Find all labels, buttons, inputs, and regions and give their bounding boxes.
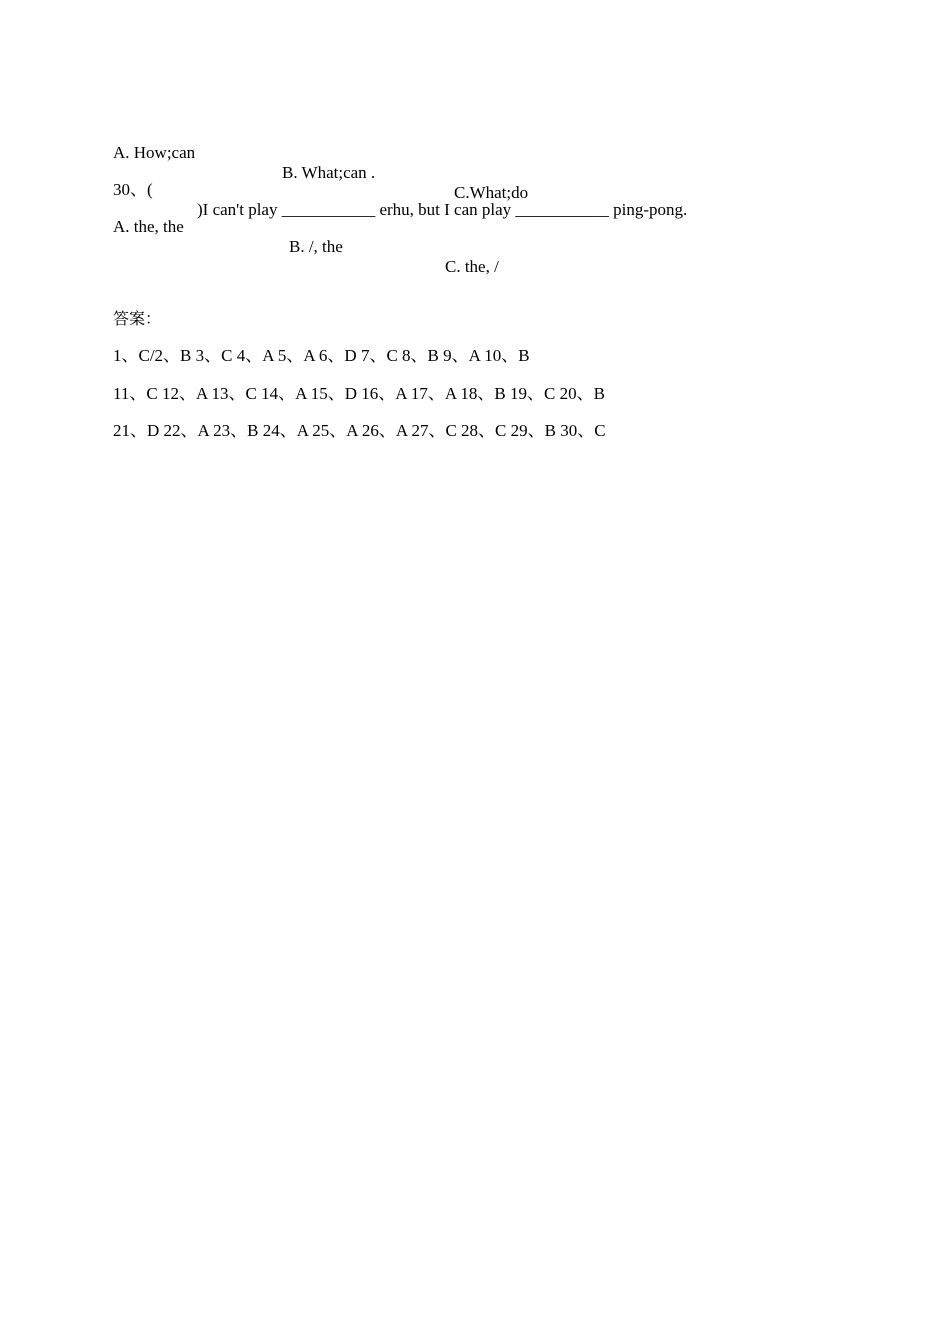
q29-option-a: A. How;can: [113, 143, 196, 162]
answers-line-1: 1、C/2、B 3、C 4、A 5、A 6、D 7、C 8、B 9、A 10、B: [113, 346, 530, 365]
q30-number: 30、(: [113, 180, 153, 199]
answers-line-3: 21、D 22、A 23、B 24、A 25、A 26、A 27、C 28、C 29、B 30、C: [113, 421, 606, 440]
q29-option-b: B. What;can .: [282, 163, 376, 182]
q30-option-c: C. the, /: [445, 257, 499, 276]
q29-option-c: C.What;do: [454, 183, 529, 202]
q30-option-b: B. /, the: [289, 237, 343, 256]
q30-text: )I can't play ___________ erhu, but I can play ___________ ping-pong.: [197, 200, 688, 219]
answers-line-2: 11、C 12、A 13、C 14、A 15、D 16、A 17、A 18、B 19、C 20、B: [113, 384, 605, 403]
answers-heading: 答案：: [113, 309, 162, 328]
q30-option-a: A. the, the: [113, 217, 184, 236]
